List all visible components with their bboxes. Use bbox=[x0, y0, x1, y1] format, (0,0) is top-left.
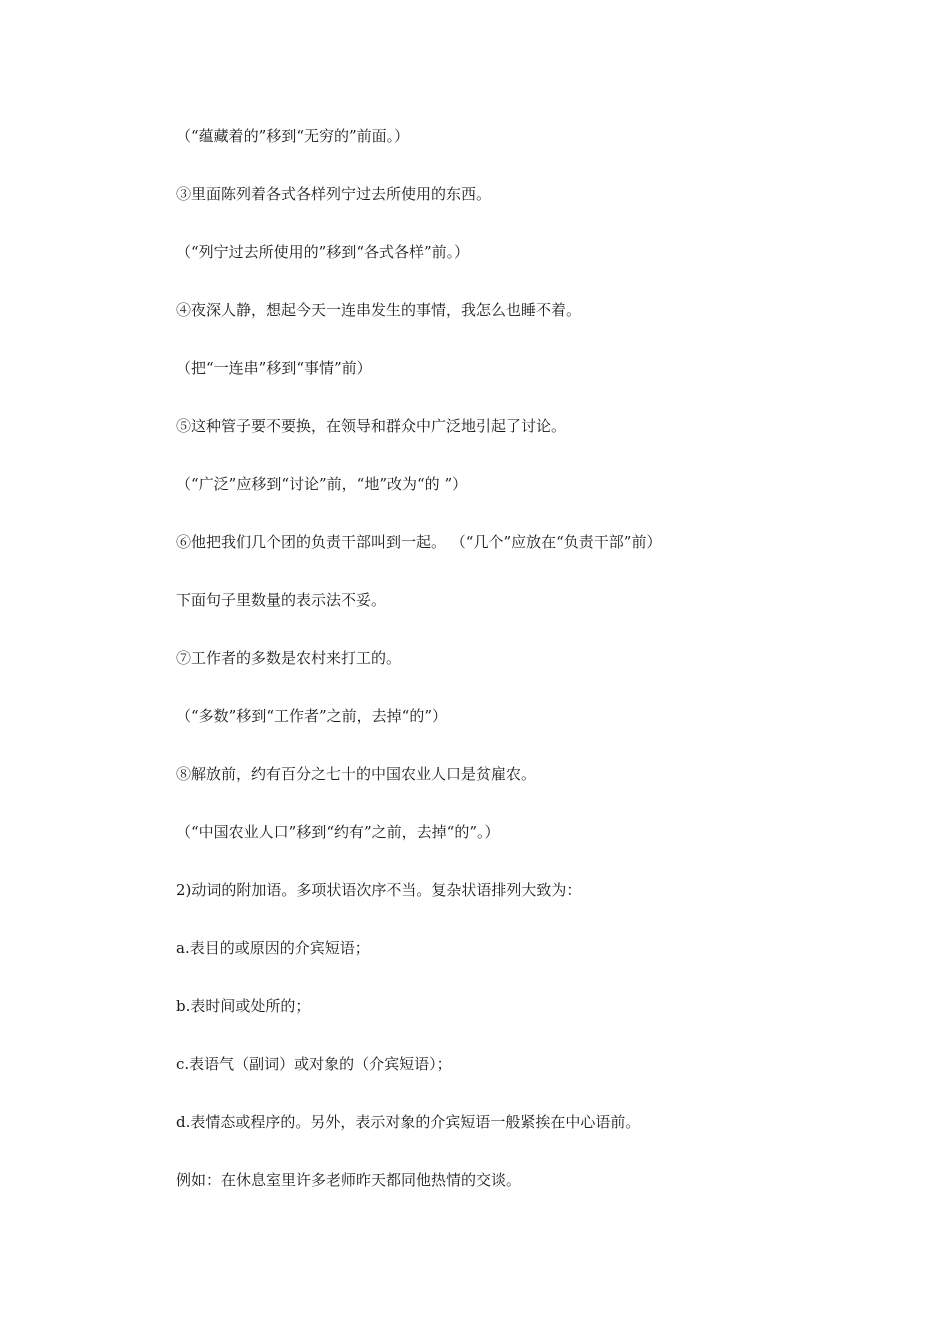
text-line: 下面句子里数量的表示法不妥。 bbox=[176, 591, 387, 609]
text-line: （“蕴藏着的”移到“无穷的”前面。） bbox=[176, 127, 410, 145]
text-line: ⑤这种管子要不要换，在领导和群众中广泛地引起了讨论。 bbox=[176, 417, 567, 435]
text-line: ⑦工作者的多数是农村来打工的。 bbox=[176, 649, 402, 667]
text-line: （“列宁过去所使用的”移到“各式各样”前。） bbox=[176, 243, 470, 261]
text-line: ⑥他把我们几个团的负责干部叫到一起。 （“几个”应放在“负责干部”前） bbox=[176, 533, 662, 551]
text-line: 2)动词的附加语。多项状语次序不当。复杂状语排列大致为： bbox=[176, 881, 582, 899]
text-line: （“广泛”应移到“讨论”前，“地”改为“的 ”） bbox=[176, 475, 468, 493]
text-line: （把“一连串”移到“事情”前） bbox=[176, 359, 372, 377]
text-line: （“多数”移到“工作者”之前，去掉“的”） bbox=[176, 707, 448, 725]
text-line: b.表时间或处所的； bbox=[176, 997, 311, 1015]
text-line: ④夜深人静，想起今天一连串发生的事情，我怎么也睡不着。 bbox=[176, 301, 582, 319]
text-line: ⑧解放前，约有百分之七十的中国农业人口是贫雇农。 bbox=[176, 765, 537, 783]
text-line: 例如：在休息室里许多老师昨天都同他热情的交谈。 bbox=[176, 1171, 522, 1189]
text-line: d.表情态或程序的。另外，表示对象的介宾短语一般紧挨在中心语前。 bbox=[176, 1113, 641, 1131]
text-line: a.表目的或原因的介宾短语； bbox=[176, 939, 370, 957]
text-line: c.表语气（副词）或对象的（介宾短语）； bbox=[176, 1055, 452, 1073]
text-line: ③里面陈列着各式各样列宁过去所使用的东西。 bbox=[176, 185, 492, 203]
text-line: （“中国农业人口”移到“约有”之前，去掉“的”。） bbox=[176, 823, 500, 841]
document-body bbox=[176, 124, 876, 1226]
